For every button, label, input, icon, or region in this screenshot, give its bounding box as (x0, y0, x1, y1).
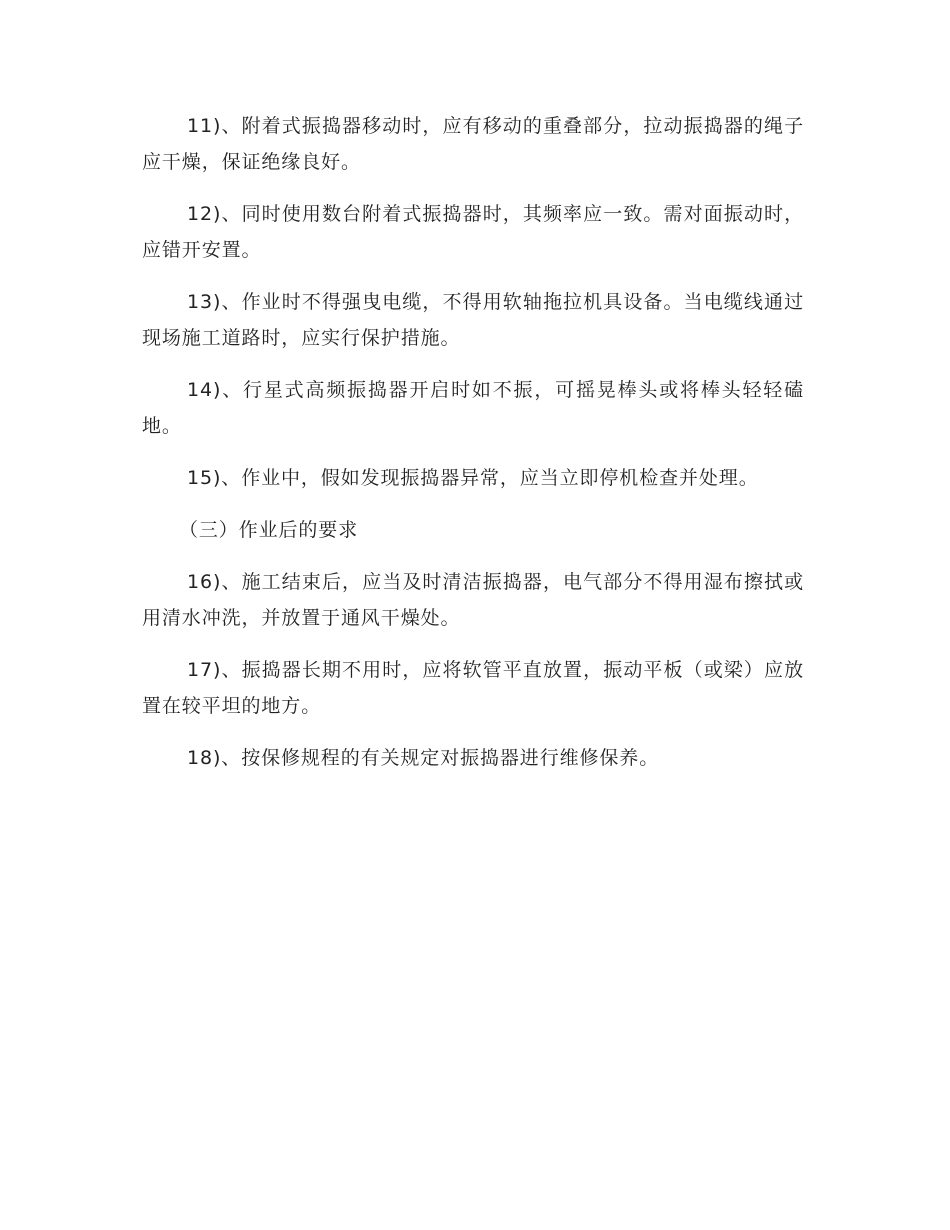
paragraph-item-14: 14)、行星式高频振捣器开启时如不振，可摇晃棒头或将棒头轻轻磕地。 (142, 379, 804, 437)
section-heading: （三）作业后的要求 (179, 519, 359, 541)
paragraph-item-17: 17)、振捣器长期不用时，应将软管平直放置，振动平板（或梁）应放置在较平坦的地方。 (142, 659, 804, 717)
paragraph-item-16: 16)、施工结束后，应当及时清洁振捣器，电气部分不得用湿布擦拭或用清水冲洗，并放置于通风干燥处。 (142, 571, 804, 629)
paragraph-item-11: 11)、附着式振捣器移动时，应有移动的重叠部分，拉动振捣器的绳子应干燥，保证绝缘良好。 (142, 115, 804, 173)
paragraph-item-12: 12)、同时使用数台附着式振捣器时，其频率应一致。需对面振动时，应错开安置。 (142, 203, 804, 261)
paragraph-item-13: 13)、作业时不得强曳电缆，不得用软轴拖拉机具设备。当电缆线通过现场施工道路时，应实行保护措施。 (142, 291, 804, 349)
paragraph-item-18: 18)、按保修规程的有关规定对振捣器进行维修保养。 (187, 747, 660, 769)
paragraph-item-15: 15)、作业中，假如发现振捣器异常，应当立即停机检查并处理。 (187, 467, 759, 489)
document-body (142, 108, 804, 792)
